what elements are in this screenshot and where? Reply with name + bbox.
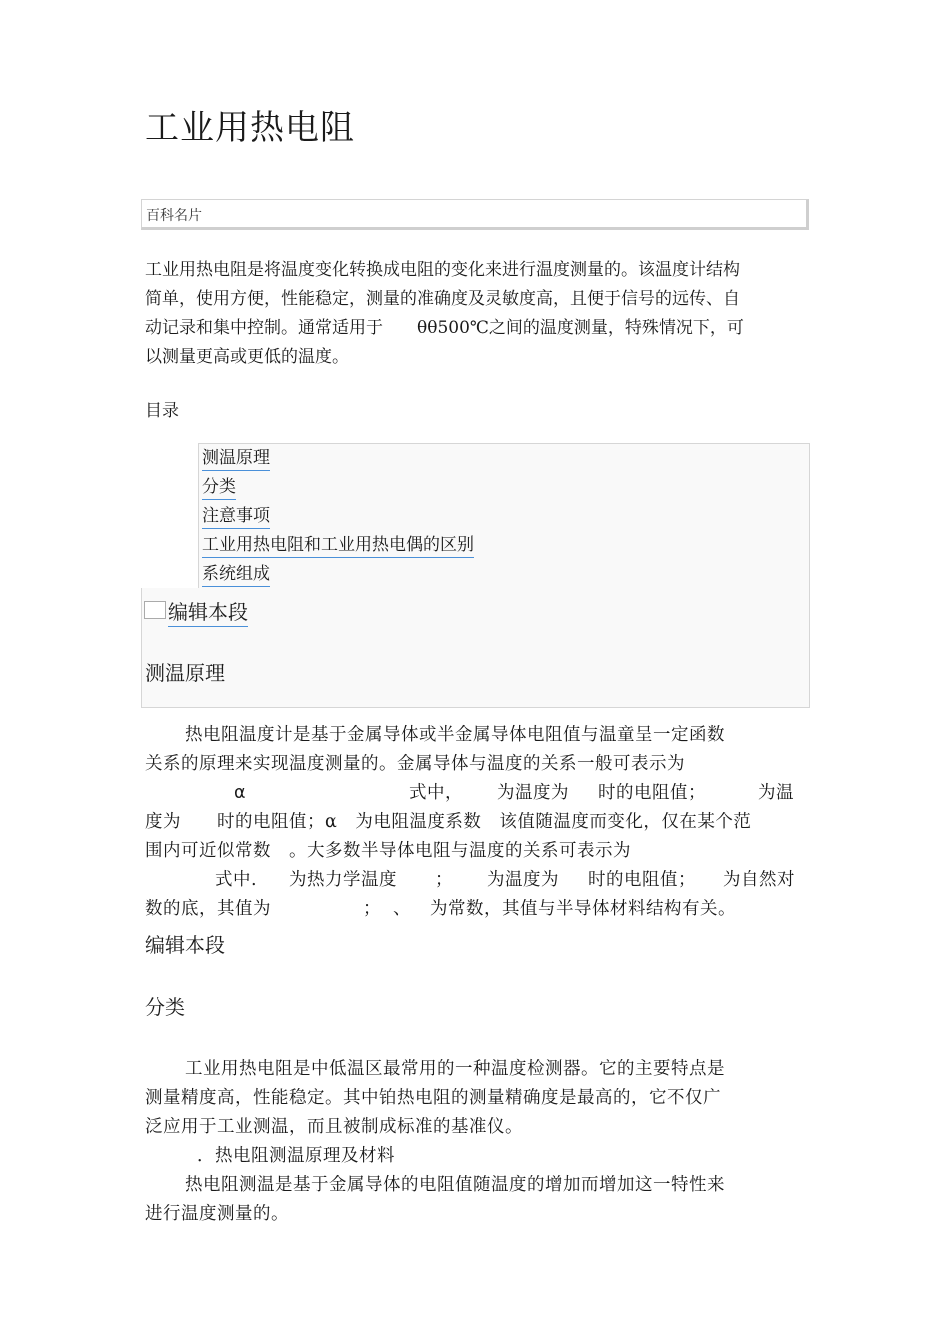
text-fragment: 时的电阻值；	[588, 870, 696, 890]
intro-line: 简单，使用方便，性能稳定，测量的准确度及灵敏度高，且便于信号的远传、自	[145, 289, 740, 309]
text-fragment: α	[234, 783, 247, 803]
text-fragment: 时的电阻值；	[598, 783, 706, 803]
toc-item-system[interactable]: 系统组成	[202, 563, 270, 587]
text-line: 度为 时的电阻值；α 为电阻温度系数 该值随温度而变化，仅在某个范	[145, 812, 752, 832]
card-box	[141, 199, 809, 230]
text-line: 关系的原理来实现温度测量的。金属导体与温度的关系一般可表示为	[145, 754, 685, 774]
section-heading-classification: 分类	[145, 995, 185, 1019]
text-line: 进行温度测量的。	[145, 1204, 289, 1224]
edit-section-link[interactable]: 编辑本段	[168, 596, 248, 627]
text-line: 热电阻温度计是基于金属导体或半金属导体电阻值与温童呈一定函数	[185, 725, 725, 745]
text-line: 泛应用于工业测温，而且被制成标准的基准仪。	[145, 1117, 523, 1137]
edit-checkbox[interactable]	[144, 601, 166, 619]
text-fragment: 为常数，其值与半导体材料结构有关。	[430, 899, 736, 919]
toc-item-notes[interactable]: 注意事项	[202, 505, 270, 529]
edit-section-label[interactable]: 编辑本段	[145, 933, 225, 957]
toc-item-principle[interactable]: 测温原理	[202, 447, 270, 471]
text-fragment: 、	[393, 899, 411, 919]
toc-label: 目录	[145, 401, 179, 421]
principle-paragraph	[145, 721, 805, 931]
toc-item-difference[interactable]: 工业用热电阻和工业用热电偶的区别	[202, 534, 474, 558]
text-line: 测量精度高，性能稳定。其中铂热电阻的测量精确度是最高的，它不仅广	[145, 1088, 721, 1108]
card-label: 百科名片	[146, 208, 202, 224]
page-title: 工业用热电阻	[145, 108, 355, 148]
text-fragment: 式中.	[215, 870, 258, 890]
classification-paragraph	[145, 1055, 805, 1235]
section-heading-principle: 测温原理	[145, 661, 225, 685]
intro-line: 工业用热电阻是将温度变化转换成电阻的变化来进行温度测量的。该温度计结构	[145, 260, 740, 280]
text-fragment: 式中，	[409, 783, 463, 803]
intro-line: 以测量更高或更低的温度。	[145, 347, 349, 367]
toc-item-classification[interactable]: 分类	[202, 476, 236, 500]
text-fragment: 数的底，其值为	[145, 899, 271, 919]
subheading: ．热电阻测温原理及材料	[197, 1146, 395, 1166]
text-line: 热电阻测温是基于金属导体的电阻值随温度的增加而增加这一特性来	[185, 1175, 725, 1195]
intro-paragraph	[145, 256, 805, 372]
text-fragment: 为温	[758, 783, 794, 803]
text-line: 围内可近似常数 。大多数半导体电阻与温度的关系可表示为	[145, 841, 631, 861]
text-fragment: 为热力学温度	[289, 870, 397, 890]
text-fragment: 为温度为	[487, 870, 559, 890]
text-fragment: ；	[363, 899, 381, 919]
intro-line: 动记录和集中控制。通常适用于 θθ500℃之间的温度测量，特殊情况下，可	[145, 318, 744, 338]
text-fragment: 为自然对	[723, 870, 795, 890]
text-fragment: ；	[435, 870, 453, 890]
text-line: 工业用热电阻是中低温区最常用的一种温度检测器。它的主要特点是	[185, 1059, 725, 1079]
text-fragment: 为温度为	[497, 783, 569, 803]
